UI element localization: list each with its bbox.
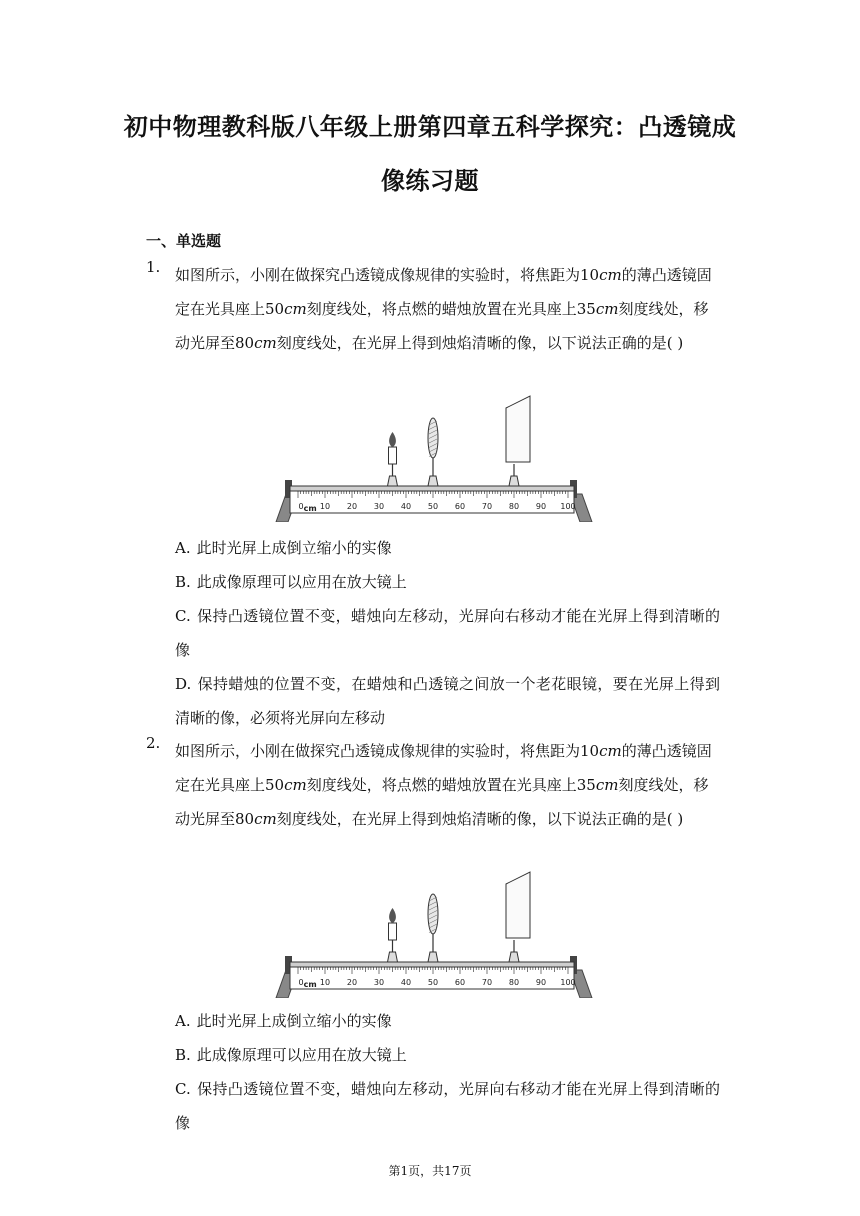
question-number: 2. bbox=[146, 734, 161, 752]
optical-bench-diagram bbox=[268, 392, 598, 522]
section-heading: 一、单选题 bbox=[146, 232, 222, 250]
option-a: A. 此时光屏上成倒立缩小的实像 bbox=[175, 539, 392, 557]
ruler-tick-label: 60 bbox=[454, 502, 466, 511]
ruler-tick-label: 0 bbox=[298, 502, 304, 511]
ruler-tick-label: 20 bbox=[346, 978, 358, 987]
question-text: 如图所示，小刚在做探究凸透镜成像规律的实验时，将焦距为10cm的薄凸透镜固 定在光具座上50cm刻度线处，将点燃的蜡烛放置在光具座上35cm刻度线处，移 动光屏至80cm刻度线处，在光屏上得到烛焰清晰的像，以下说法正确的是( ) bbox=[175, 742, 712, 828]
ruler-unit-label: cm bbox=[303, 980, 317, 989]
option-c: C. 保持凸透镜位置不变，蜡烛向左移动，光屏向右移动才能在光屏上得到清晰的像 bbox=[175, 607, 720, 659]
ruler-tick-label: 0 bbox=[298, 978, 304, 987]
ruler-tick-label: 90 bbox=[535, 978, 547, 987]
candle-flame-icon bbox=[389, 432, 396, 447]
ruler-tick-label: 100 bbox=[560, 978, 576, 987]
option-c: C. 保持凸透镜位置不变，蜡烛向左移动，光屏向右移动才能在光屏上得到清晰的像 bbox=[175, 1080, 720, 1132]
candle-flame-icon bbox=[389, 908, 396, 923]
option-b: B. 此成像原理可以应用在放大镜上 bbox=[175, 1046, 407, 1064]
screen-holder bbox=[509, 952, 519, 962]
ruler-tick-label: 50 bbox=[427, 502, 439, 511]
candle-holder bbox=[388, 952, 398, 962]
ruler-tick-label: 30 bbox=[373, 502, 385, 511]
title-line-1: 初中物理教科版八年级上册第四章五科学探究：凸透镜成 bbox=[123, 112, 737, 141]
question-1 bbox=[146, 258, 726, 360]
candle bbox=[389, 923, 397, 940]
light-screen bbox=[506, 396, 530, 462]
option-a: A. 此时光屏上成倒立缩小的实像 bbox=[175, 1012, 392, 1030]
ruler-tick-label: 40 bbox=[400, 978, 412, 987]
option-b: B. 此成像原理可以应用在放大镜上 bbox=[175, 573, 407, 591]
ruler-tick-label: 80 bbox=[508, 978, 520, 987]
light-screen bbox=[506, 872, 530, 938]
ruler-tick-label: 70 bbox=[481, 502, 493, 511]
screen-holder bbox=[509, 476, 519, 486]
ruler-tick-label: 60 bbox=[454, 978, 466, 987]
page-title bbox=[120, 100, 740, 208]
candle bbox=[389, 447, 397, 464]
ruler-tick-label: 10 bbox=[319, 502, 331, 511]
page-footer: 第1页，共17页 bbox=[388, 1164, 472, 1178]
ruler-tick-label: 30 bbox=[373, 978, 385, 987]
title-line-2: 像练习题 bbox=[381, 166, 479, 195]
candle-holder bbox=[388, 476, 398, 486]
lens-holder bbox=[428, 476, 438, 486]
lens-holder bbox=[428, 952, 438, 962]
ruler-tick-label: 80 bbox=[508, 502, 520, 511]
optical-bench-figure-1 bbox=[268, 392, 598, 522]
question-2 bbox=[146, 734, 726, 836]
ruler-tick-label: 40 bbox=[400, 502, 412, 511]
ruler-tick-label: 20 bbox=[346, 502, 358, 511]
bench-rail bbox=[290, 962, 574, 967]
option-d: D. 保持蜡烛的位置不变，在蜡烛和凸透镜之间放一个老花眼镜，要在光屏上得到清晰的像，必须将光屏向左移动 bbox=[175, 675, 720, 727]
ruler-tick-label: 50 bbox=[427, 978, 439, 987]
optical-bench-figure-2 bbox=[268, 868, 598, 998]
question-text: 如图所示，小刚在做探究凸透镜成像规律的实验时，将焦距为10cm的薄凸透镜固 定在光具座上50cm刻度线处，将点燃的蜡烛放置在光具座上35cm刻度线处，移 动光屏至80cm刻度线处，在光屏上得到烛焰清晰的像，以下说法正确的是( ) bbox=[175, 266, 712, 352]
ruler-tick-label: 100 bbox=[560, 502, 576, 511]
ruler-tick-label: 90 bbox=[535, 502, 547, 511]
optical-bench-diagram bbox=[268, 868, 598, 998]
bench-rail bbox=[290, 486, 574, 491]
ruler-tick-label: 10 bbox=[319, 978, 331, 987]
ruler-unit-label: cm bbox=[303, 504, 317, 513]
ruler-tick-label: 70 bbox=[481, 978, 493, 987]
question-number: 1. bbox=[146, 258, 161, 276]
